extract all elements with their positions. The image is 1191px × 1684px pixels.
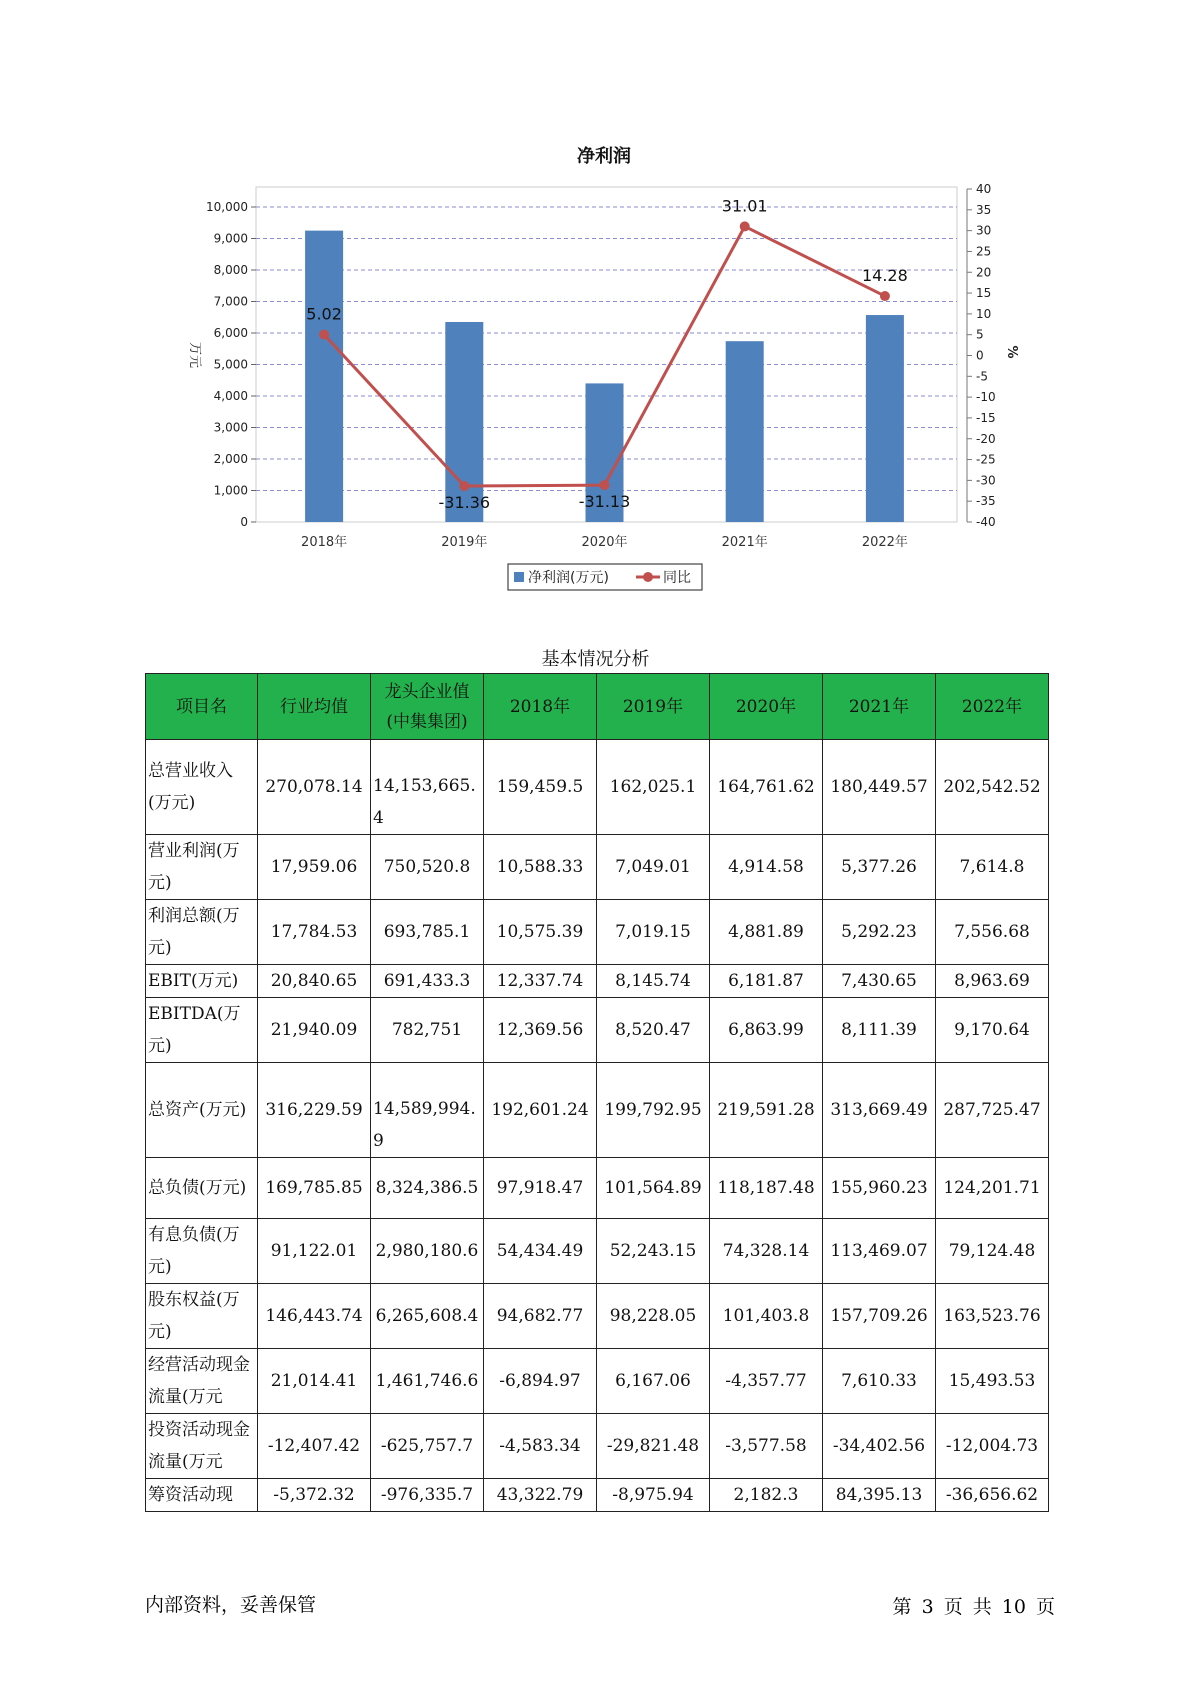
basic-analysis-table xyxy=(145,673,1049,1512)
table-cell: 316,229.59 xyxy=(258,1063,371,1158)
table-title: 基本情况分析 xyxy=(541,649,650,670)
table-cell: 5,377.26 xyxy=(823,835,936,900)
table-cell: 157,709.26 xyxy=(823,1284,936,1349)
y-tick-label: 1,000 xyxy=(213,483,248,498)
table-cell: 7,610.33 xyxy=(823,1349,936,1414)
row-label: EBIT(万元) xyxy=(146,965,258,998)
y-tick-label: 8,000 xyxy=(213,263,248,277)
row-label: 有息负债(万元) xyxy=(146,1219,258,1284)
row-label: 投资活动现金流量(万元 xyxy=(146,1414,258,1479)
table-row xyxy=(146,900,1049,965)
table-row xyxy=(146,740,1049,835)
table-cell: 17,959.06 xyxy=(258,835,371,900)
y2-tick-label: -25 xyxy=(976,452,996,467)
data-label: 5.02 xyxy=(306,304,342,324)
row-label: 利润总额(万元) xyxy=(146,900,258,965)
row-label: 总负债(万元) xyxy=(146,1158,258,1219)
table-cell: -5,372.32 xyxy=(258,1479,371,1512)
y2-tick-label: 20 xyxy=(976,265,992,280)
table-cell: 164,761.62 xyxy=(710,740,823,835)
y-axis-label: 万元 xyxy=(187,341,202,369)
table-row xyxy=(146,1063,1049,1158)
row-label: 股东权益(万元) xyxy=(146,1284,258,1349)
table-cell: 113,469.07 xyxy=(823,1219,936,1284)
row-label: 营业利润(万元) xyxy=(146,835,258,900)
table-row xyxy=(146,1349,1049,1414)
table-cell: 101,403.8 xyxy=(710,1284,823,1349)
header-2019: 2019年 xyxy=(597,674,710,740)
table-cell: 1,461,746.6 xyxy=(371,1349,484,1414)
y2-tick-label: -20 xyxy=(976,431,996,446)
table-cell: 101,564.89 xyxy=(597,1158,710,1219)
table-cell: -8,975.94 xyxy=(597,1479,710,1512)
table-row xyxy=(146,1479,1049,1512)
x-tick-label: 2020年 xyxy=(581,535,628,550)
header-item: 项目名 xyxy=(146,674,258,740)
table-cell: 10,575.39 xyxy=(484,900,597,965)
table-cell: 8,324,386.5 xyxy=(371,1158,484,1219)
table-cell: 287,725.47 xyxy=(936,1063,1049,1158)
y2-tick-label: 0 xyxy=(976,348,984,363)
table-cell: -6,894.97 xyxy=(484,1349,597,1414)
y2-tick-label: 30 xyxy=(976,223,992,238)
x-tick-label: 2019年 xyxy=(441,535,488,550)
x-tick-label: 2018年 xyxy=(301,535,348,550)
row-label: 经营活动现金流量(万元 xyxy=(146,1349,258,1414)
table-cell: 8,963.69 xyxy=(936,965,1049,998)
table-cell: 20,840.65 xyxy=(258,965,371,998)
y2-tick-label: -5 xyxy=(976,369,988,384)
table-cell: 94,682.77 xyxy=(484,1284,597,1349)
line-point xyxy=(740,221,750,231)
table-cell: 6,181.87 xyxy=(710,965,823,998)
y2-tick-label: -15 xyxy=(976,410,996,425)
table-cell: 10,588.33 xyxy=(484,835,597,900)
table-cell: -625,757.7 xyxy=(371,1414,484,1479)
table-cell: 14,589,994.9 xyxy=(371,1063,484,1158)
table-cell: 52,243.15 xyxy=(597,1219,710,1284)
table-cell: -29,821.48 xyxy=(597,1414,710,1479)
table-cell: 180,449.57 xyxy=(823,740,936,835)
bar-net-profit xyxy=(726,341,764,522)
table-cell: 7,430.65 xyxy=(823,965,936,998)
table-row xyxy=(146,1284,1049,1349)
y2-tick-label: -10 xyxy=(976,390,996,405)
line-point xyxy=(880,291,890,301)
table-row xyxy=(146,965,1049,998)
y-tick-label: 7,000 xyxy=(213,294,248,309)
footer-confidential: 内部资料，妥善保管 xyxy=(145,1594,317,1616)
table-cell: 9,170.64 xyxy=(936,998,1049,1063)
table-cell: 54,434.49 xyxy=(484,1219,597,1284)
table-cell: 91,122.01 xyxy=(258,1219,371,1284)
table-cell: 6,265,608.4 xyxy=(371,1284,484,1349)
row-label: 筹资活动现 xyxy=(146,1479,258,1512)
header-industry-avg: 行业均值 xyxy=(258,674,371,740)
table-cell: -34,402.56 xyxy=(823,1414,936,1479)
table-cell: 7,049.01 xyxy=(597,835,710,900)
table-cell: -36,656.62 xyxy=(936,1479,1049,1512)
y2-tick-label: 10 xyxy=(976,306,992,321)
table-cell: 8,145.74 xyxy=(597,965,710,998)
bar-net-profit xyxy=(866,315,904,522)
header-2020: 2020年 xyxy=(710,674,823,740)
y-tick-label: 4,000 xyxy=(213,389,248,403)
y-tick-label: 10,000 xyxy=(206,200,248,214)
y2-tick-label: 5 xyxy=(976,327,984,342)
header-leader: 龙头企业值(中集集团) xyxy=(371,674,484,740)
x-tick-label: 2022年 xyxy=(861,535,908,550)
table-cell: 15,493.53 xyxy=(936,1349,1049,1414)
y-tick-label: 2,000 xyxy=(213,452,248,466)
table-cell: -976,335.7 xyxy=(371,1479,484,1512)
header-2018: 2018年 xyxy=(484,674,597,740)
chart-title: 净利润 xyxy=(577,146,631,167)
row-label: 总资产(万元) xyxy=(146,1063,258,1158)
table-cell: 6,167.06 xyxy=(597,1349,710,1414)
table-cell: -4,357.77 xyxy=(710,1349,823,1414)
table-cell: 750,520.8 xyxy=(371,835,484,900)
legend-label-yoy: 同比 xyxy=(663,570,691,586)
footer-page-number: 第 3 页 共 10 页 xyxy=(892,1596,1055,1618)
line-point xyxy=(459,481,469,491)
table-cell: 155,960.23 xyxy=(823,1158,936,1219)
table-cell: 4,914.58 xyxy=(710,835,823,900)
y2-tick-label: 35 xyxy=(976,202,992,217)
table-cell: 270,078.14 xyxy=(258,740,371,835)
table-cell: 7,556.68 xyxy=(936,900,1049,965)
y-tick-label: 3,000 xyxy=(213,420,248,435)
table-cell: 219,591.28 xyxy=(710,1063,823,1158)
y2-tick-label: -30 xyxy=(976,473,996,488)
table-cell: 43,322.79 xyxy=(484,1479,597,1512)
table-row xyxy=(146,998,1049,1063)
table-cell: 2,980,180.6 xyxy=(371,1219,484,1284)
table-cell: -3,577.58 xyxy=(710,1414,823,1479)
table-cell: -12,004.73 xyxy=(936,1414,1049,1479)
x-tick-label: 2021年 xyxy=(721,535,768,550)
table-cell: -12,407.42 xyxy=(258,1414,371,1479)
data-label: -31.13 xyxy=(578,492,631,512)
table-cell: 17,784.53 xyxy=(258,900,371,965)
data-label: -31.36 xyxy=(438,493,491,513)
table-cell: 4,881.89 xyxy=(710,900,823,965)
legend-swatch-bar xyxy=(514,572,524,582)
table-cell: 8,111.39 xyxy=(823,998,936,1063)
table-row xyxy=(146,1158,1049,1219)
legend-swatch-point xyxy=(643,572,653,582)
bar-net-profit xyxy=(305,231,343,522)
table-cell: 118,187.48 xyxy=(710,1158,823,1219)
table-cell: -4,583.34 xyxy=(484,1414,597,1479)
y-tick-label: 5,000 xyxy=(213,357,248,372)
table-cell: 2,182.3 xyxy=(710,1479,823,1512)
row-label: 总营业收入(万元) xyxy=(146,740,258,835)
table-header-row xyxy=(146,674,1049,740)
table-cell: 199,792.95 xyxy=(597,1063,710,1158)
header-2022: 2022年 xyxy=(936,674,1049,740)
table-cell: 693,785.1 xyxy=(371,900,484,965)
y2-tick-label: 15 xyxy=(976,286,992,301)
table-cell: 162,025.1 xyxy=(597,740,710,835)
table-cell: 8,520.47 xyxy=(597,998,710,1063)
table-cell: 12,369.56 xyxy=(484,998,597,1063)
table-cell: 12,337.74 xyxy=(484,965,597,998)
table-row xyxy=(146,1414,1049,1479)
table-cell: 124,201.71 xyxy=(936,1158,1049,1219)
table-cell: 98,228.05 xyxy=(597,1284,710,1349)
table-cell: 163,523.76 xyxy=(936,1284,1049,1349)
legend-label-net-profit: 净利润(万元) xyxy=(528,570,609,586)
y2-tick-label: -40 xyxy=(976,515,996,529)
table-cell: 202,542.52 xyxy=(936,740,1049,835)
table-cell: 146,443.74 xyxy=(258,1284,371,1349)
table-cell: 313,669.49 xyxy=(823,1063,936,1158)
data-label: 31.01 xyxy=(721,196,768,216)
table-cell: 691,433.3 xyxy=(371,965,484,998)
table-cell: 84,395.13 xyxy=(823,1479,936,1512)
table-cell: 97,918.47 xyxy=(484,1158,597,1219)
table-cell: 192,601.24 xyxy=(484,1063,597,1158)
table-cell: 14,153,665.4 xyxy=(371,740,484,835)
table-cell: 7,614.8 xyxy=(936,835,1049,900)
header-2021: 2021年 xyxy=(823,674,936,740)
y2-tick-label: -35 xyxy=(976,494,996,509)
y2-tick-label: 25 xyxy=(976,244,992,259)
table-cell: 159,459.5 xyxy=(484,740,597,835)
y-tick-label: 0 xyxy=(240,515,248,529)
table-cell: 21,940.09 xyxy=(258,998,371,1063)
y-tick-label: 6,000 xyxy=(213,326,248,340)
row-label: EBITDA(万元) xyxy=(146,998,258,1063)
y2-tick-label: 40 xyxy=(976,182,992,196)
line-point xyxy=(319,330,329,340)
table-cell: 6,863.99 xyxy=(710,998,823,1063)
table-row xyxy=(146,1219,1049,1284)
table-cell: 169,785.85 xyxy=(258,1158,371,1219)
table-cell: 79,124.48 xyxy=(936,1219,1049,1284)
table-cell: 7,019.15 xyxy=(597,900,710,965)
table-cell: 5,292.23 xyxy=(823,900,936,965)
y2-axis-label: % xyxy=(1004,345,1019,359)
chart-canvas xyxy=(0,0,1191,620)
table-cell: 74,328.14 xyxy=(710,1219,823,1284)
net-profit-chart xyxy=(0,0,1191,620)
bar-net-profit xyxy=(445,322,483,522)
table-cell: 21,014.41 xyxy=(258,1349,371,1414)
table-cell: 782,751 xyxy=(371,998,484,1063)
table-row xyxy=(146,835,1049,900)
y-tick-label: 9,000 xyxy=(213,231,248,246)
data-label: 14.28 xyxy=(861,266,908,286)
line-point xyxy=(600,480,610,490)
